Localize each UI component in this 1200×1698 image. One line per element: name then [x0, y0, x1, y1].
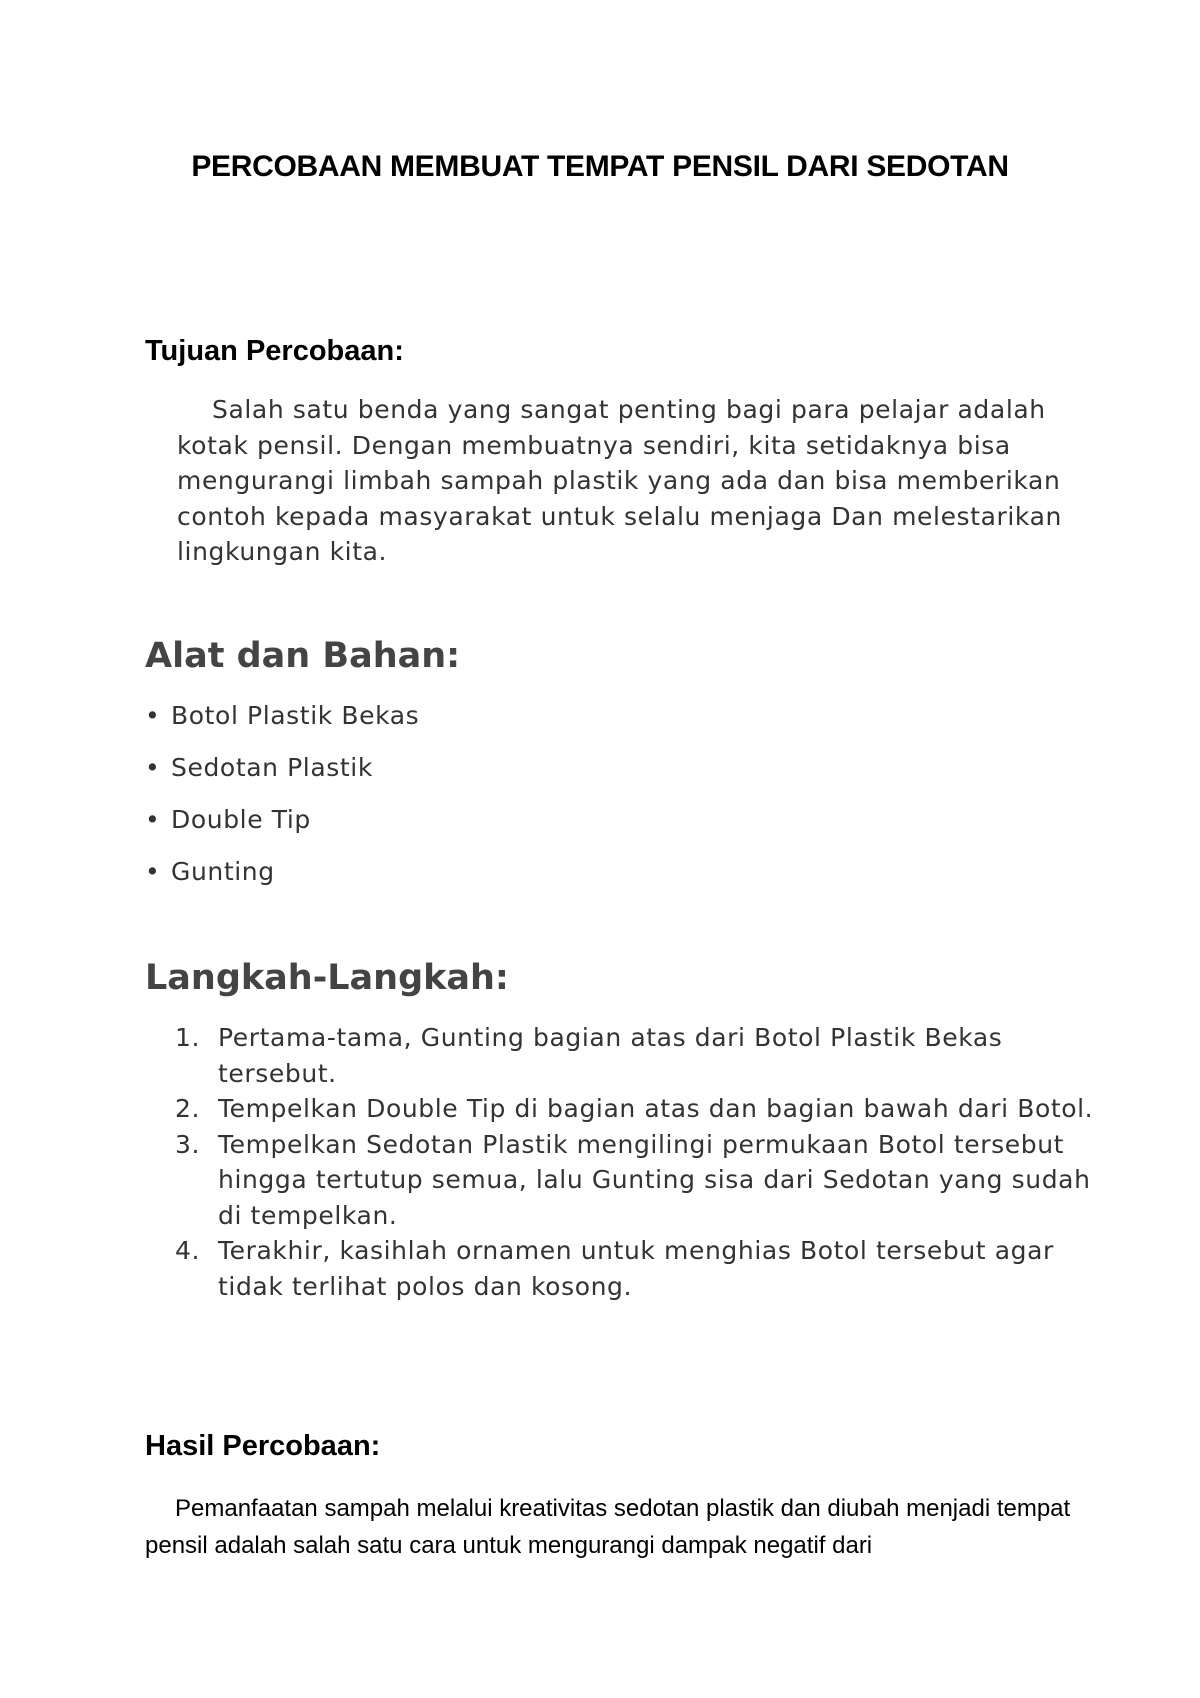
list-item-label: Double Tip	[171, 805, 311, 834]
step-text: Tempelkan Double Tip di bagian atas dan bagian bawah dari Botol.	[218, 1094, 1094, 1123]
bullet-icon: •	[145, 701, 161, 730]
step-number: 2.	[175, 1094, 201, 1123]
list-item-label: Gunting	[171, 857, 275, 886]
step-number: 4.	[175, 1236, 201, 1265]
list-item-label: Sedotan Plastik	[171, 753, 373, 782]
step-item	[175, 1020, 1095, 1091]
step-number: 3.	[175, 1129, 201, 1159]
bullet-icon: •	[145, 753, 161, 782]
alat-heading: Alat dan Bahan:	[145, 636, 461, 676]
list-item	[145, 700, 419, 752]
alat-list	[145, 700, 419, 908]
list-item	[145, 752, 419, 804]
step-number: 1.	[175, 1023, 201, 1052]
langkah-list	[175, 1020, 1095, 1304]
step-item	[175, 1091, 1095, 1127]
bullet-icon: •	[145, 857, 161, 886]
page-title: PERCOBAAN MEMBUAT TEMPAT PENSIL DARI SEDOTAN	[191, 150, 1009, 183]
langkah-heading: Langkah-Langkah:	[145, 958, 509, 998]
step-item	[175, 1233, 1095, 1304]
hasil-paragraph: Pemanfaatan sampah melalui kreativitas sedotan plastik dan diubah menjadi tempat pensil adalah salah satu cara untuk mengurangi dampak negatif dari	[145, 1495, 1071, 1559]
bullet-icon: •	[145, 805, 161, 834]
list-item	[145, 856, 419, 908]
tujuan-paragraph: Salah satu benda yang sangat penting bagi para pelajar adalah kotak pensil. Dengan membuatnya sendiri, kita setidaknya bisa mengurangi limbah sampah plastik yang ada dan bisa memberikan contoh kepada masyarakat untuk selalu menjaga Dan melestarikan lingkungan kita.	[177, 395, 1062, 566]
tujuan-heading: Tujuan Percobaan:	[145, 335, 404, 367]
list-item	[145, 804, 419, 856]
step-text: Pertama-tama, Gunting bagian atas dari Botol Plastik Bekas tersebut.	[218, 1023, 1003, 1088]
hasil-heading: Hasil Percobaan:	[145, 1430, 381, 1462]
step-text: Tempelkan Sedotan Plastik mengilingi permukaan Botol tersebut hingga tertutup semua, lalu Gunting sisa dari Sedotan yang sudah di tempelkan.	[218, 1129, 1091, 1230]
step-item	[175, 1127, 1095, 1234]
step-text: Terakhir, kasihlah ornamen untuk menghias Botol tersebut agar tidak terlihat polos dan kosong.	[218, 1236, 1054, 1301]
list-item-label: Botol Plastik Bekas	[171, 701, 420, 730]
